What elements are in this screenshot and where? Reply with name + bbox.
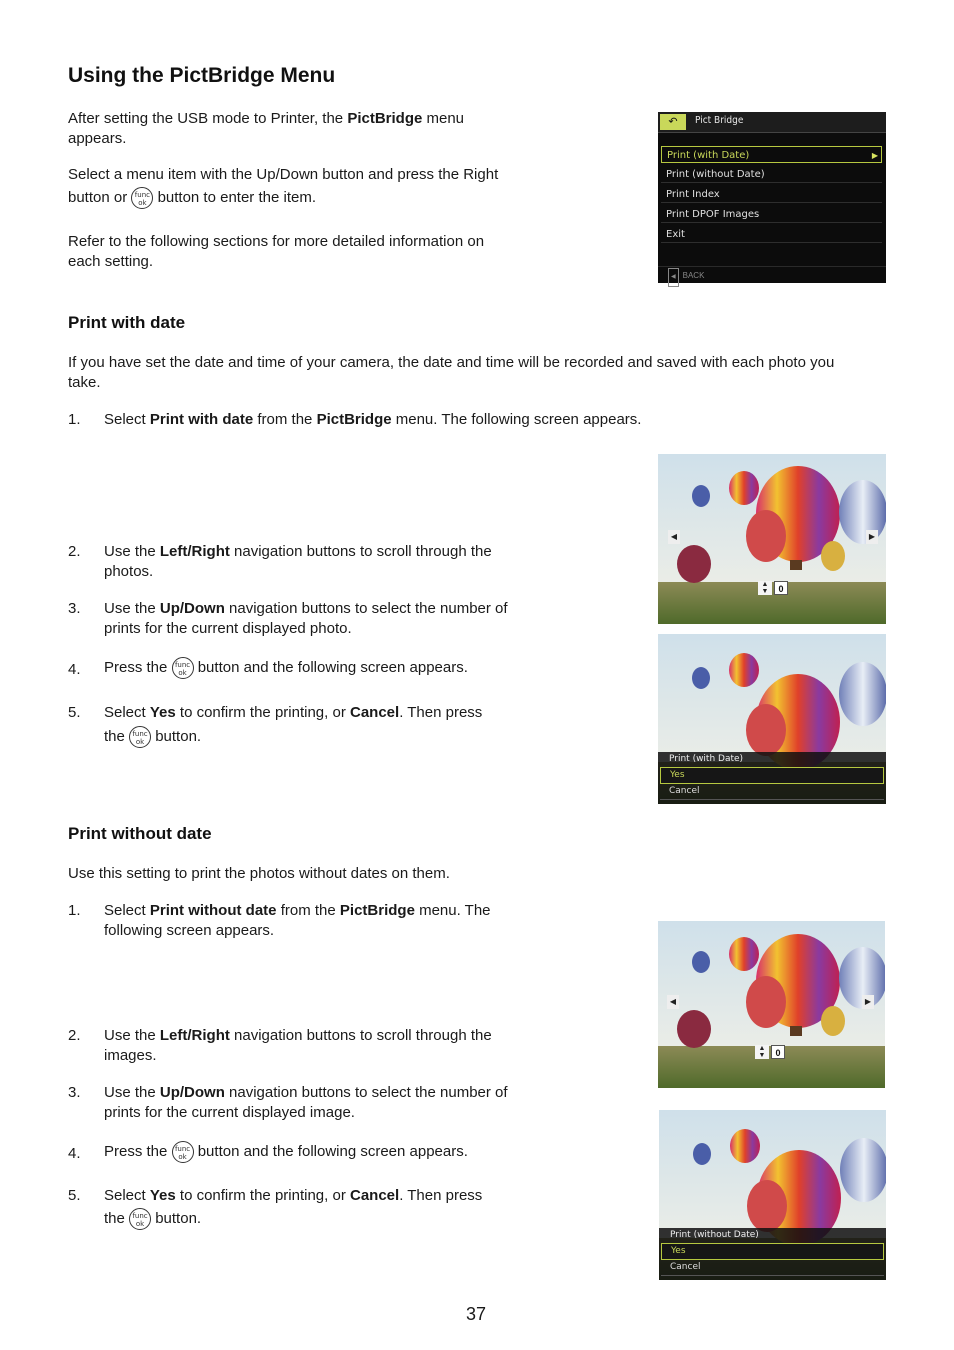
confirm-dialog: [659, 1228, 886, 1280]
menu-item-print-without-date[interactable]: Print (without Date): [661, 166, 882, 183]
menu-item-print-with-date[interactable]: Print (with Date) ▶: [661, 146, 882, 163]
func-ok-icon: func ok: [172, 657, 194, 679]
intro-text: appears.: [68, 130, 127, 147]
print-with-date-confirm-screen: [658, 634, 886, 804]
yes-option[interactable]: Yes: [660, 767, 884, 784]
step-number: 1.: [68, 902, 81, 919]
intro-text: Select a menu item with the Up/Down button and press the Right: [68, 166, 499, 183]
return-arrow-icon: ↶: [660, 114, 686, 130]
print-without-date-confirm-screen: [659, 1110, 886, 1280]
func-ok-icon: func ok: [129, 726, 151, 748]
section2-step-2: Use the Left/Right navigation buttons to scroll through the images.: [104, 1027, 492, 1064]
right-arrow-button[interactable]: ▶: [866, 530, 878, 544]
step-number: 3.: [68, 1084, 81, 1101]
step-number: 4.: [68, 661, 81, 678]
intro-text: Refer to the following sections for more detailed information on: [68, 233, 485, 250]
pictbridge-menu-screen: [658, 112, 886, 283]
confirm-dialog: [658, 752, 886, 804]
dialog-title: Print (with Date): [669, 754, 744, 764]
step-number: 2.: [68, 1027, 81, 1044]
print-without-date-photo-screen: [658, 921, 885, 1088]
step-number: 3.: [68, 600, 81, 617]
intro-paragraph-2: [68, 165, 548, 211]
balloon-photo: [658, 921, 885, 1088]
section2-step-4: Press the func ok button and the following screen appears.: [104, 1142, 468, 1161]
print-count-value: 0: [774, 581, 788, 595]
section1-step-1: Select Print with date from the PictBridge menu. The following screen appears.: [104, 411, 642, 428]
desc-text: If you have set the date and time of your camera, the date and time will be recorded and saved with each photo you: [68, 354, 835, 371]
section-heading-print-with-date: Print with date: [68, 313, 186, 332]
print-with-date-photo-screen: [658, 454, 886, 624]
desc-text: take.: [68, 374, 101, 391]
intro-bold: PictBridge: [347, 110, 423, 127]
page-number: 37: [466, 1304, 487, 1324]
section-heading-print-without-date: Print without date: [68, 824, 212, 843]
back-key-icon: ◀: [668, 268, 679, 287]
print-count-value: 0: [771, 1045, 785, 1059]
section2-step-5: Select Yes to confirm the printing, or Cancel. Then press the func ok button.: [104, 1187, 483, 1229]
intro-text: button to enter the item.: [157, 189, 316, 206]
section1-step-4: Press the func ok button and the following screen appears.: [104, 658, 468, 677]
step-number: 4.: [68, 1145, 81, 1162]
menu-item-exit[interactable]: Exit: [661, 226, 882, 243]
back-label: BACK: [682, 271, 705, 280]
left-arrow-button[interactable]: ◀: [667, 995, 679, 1009]
menu-item-print-index[interactable]: Print Index: [661, 186, 882, 203]
yes-option[interactable]: Yes: [661, 1243, 884, 1260]
right-arrow-button[interactable]: ▶: [862, 995, 874, 1009]
chevron-right-icon: ▶: [871, 151, 878, 160]
left-arrow-button[interactable]: ◀: [668, 530, 680, 544]
section2-description: Use this setting to print the photos without dates on them.: [68, 865, 450, 882]
dialog-title: Print (without Date): [670, 1230, 759, 1240]
step-number: 5.: [68, 704, 81, 721]
print-count-selector[interactable]: [755, 1045, 785, 1059]
step-number: 1.: [68, 411, 81, 428]
section1-description: [68, 353, 898, 393]
step-number: 5.: [68, 1187, 81, 1204]
intro-paragraph-1: [68, 109, 538, 149]
page-title: Using the PictBridge Menu: [68, 64, 336, 87]
section2-step-1: Select Print without date from the PictBridge menu. The following screen appears.: [104, 902, 491, 939]
menu-footer: [658, 266, 886, 283]
step-number: 2.: [68, 543, 81, 560]
section1-step-5: Select Yes to confirm the printing, or Cancel. Then press the func ok button.: [104, 704, 483, 747]
cancel-option[interactable]: Cancel: [661, 1260, 884, 1276]
intro-text: button or: [68, 189, 128, 206]
menu-header: [658, 112, 886, 133]
section1-step-2: Use the Left/Right navigation buttons to scroll through the photos.: [104, 543, 492, 580]
cancel-option[interactable]: Cancel: [660, 784, 884, 800]
func-ok-icon: func ok: [172, 1141, 194, 1163]
menu-title: Pict Bridge: [695, 115, 744, 126]
intro-text: menu: [422, 110, 465, 127]
intro-paragraph-3: [68, 232, 548, 272]
print-count-selector[interactable]: [758, 581, 788, 595]
intro-text: each setting.: [68, 253, 154, 270]
func-ok-icon: func ok: [129, 1208, 151, 1230]
section1-step-3: Use the Up/Down navigation buttons to select the number of prints for the current displayed photo.: [104, 600, 508, 637]
balloon-photo: [658, 454, 886, 624]
up-down-arrow-icon[interactable]: ▲ ▼: [755, 1045, 769, 1059]
up-down-arrow-icon[interactable]: ▲ ▼: [758, 581, 772, 595]
menu-item-print-dpof[interactable]: Print DPOF Images: [661, 206, 882, 223]
func-ok-icon: func ok: [131, 187, 153, 209]
section2-step-3: Use the Up/Down navigation buttons to select the number of prints for the current displayed image.: [104, 1084, 508, 1121]
intro-text: After setting the USB mode to Printer, the: [68, 110, 348, 127]
